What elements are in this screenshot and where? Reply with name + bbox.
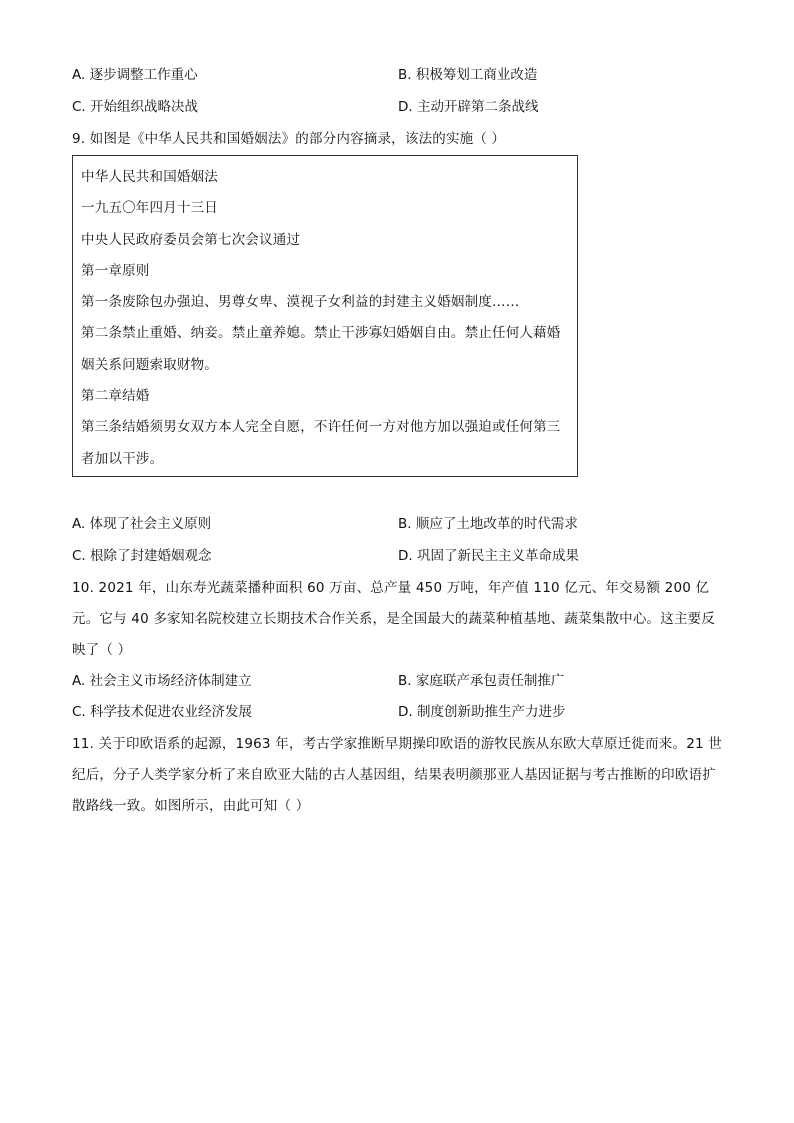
q8-option-a[interactable]: A. 逐步调整工作重心 (72, 67, 198, 83)
q9-stem: 9. 如图是《中华人民共和国婚姻法》的部分内容摘录，该法的实施（ ） (72, 131, 506, 147)
excerpt-article-3: 第三条结婚须男女双方本人完全自愿，不许任何一方对他方加以强迫或任何第三者加以干涉。 (81, 419, 561, 467)
q8-option-d[interactable]: D. 主动开辟第二条战线 (398, 99, 539, 115)
marriage-law-excerpt-box (72, 155, 578, 477)
q10-options-row-1 (72, 670, 732, 692)
q9-option-d[interactable]: D. 巩固了新民主主义革命成果 (398, 548, 579, 564)
q11-stem: 11. 关于印欧语系的起源，1963 年，考古学家推断早期操印欧语的游牧民族从东欧大草原迁徙而来。21 世纪后，分子人类学家分析了来自欧亚大陆的古人基因组，结果表明颜那亚人基因证据与考古推断的印欧语扩散路线一致。如图所示，由此可知（ ） (72, 736, 722, 814)
q10-option-b[interactable]: B. 家庭联产承包责任制推广 (398, 673, 565, 689)
excerpt-article-2: 第二条禁止重婚、纳妾。禁止童养媳。禁止干涉寡妇婚姻自由。禁止任何人藉婚姻关系问题索取财物。 (81, 325, 561, 373)
excerpt-article-1: 第一条废除包办强迫、男尊女卑、漠视子女利益的封建主义婚姻制度…… (81, 294, 520, 311)
q9-option-c[interactable]: C. 根除了封建婚姻观念 (72, 548, 212, 564)
excerpt-date: 一九五〇年四月十三日 (81, 200, 218, 217)
q8-option-c[interactable]: C. 开始组织战略决战 (72, 99, 199, 115)
q10-option-d[interactable]: D. 制度创新助推生产力进步 (398, 704, 566, 720)
excerpt-passed-by: 中央人民政府委员会第七次会议通过 (81, 231, 301, 248)
q8-options-row-2 (72, 96, 732, 118)
q10-option-a[interactable]: A. 社会主义市场经济体制建立 (72, 673, 252, 689)
excerpt-title: 中华人民共和国婚姻法 (81, 169, 218, 185)
q10-option-c[interactable]: C. 科学技术促进农业经济发展 (72, 704, 253, 720)
q10-stem: 10. 2021 年，山东寿光蔬菜播种面积 60 万亩、总产量 450 万吨，年产值 110 亿元、年交易额 200 亿元。它与 40 多家知名院校建立长期技术合作关系，是全国最大的蔬菜种植基地、蔬菜集散中心。这主要反映了（ ） (72, 580, 716, 658)
q9-option-a[interactable]: A. 体现了社会主义原则 (72, 516, 212, 532)
q8-options-row-1 (72, 64, 732, 86)
q9-option-b[interactable]: B. 顺应了土地改革的时代需求 (398, 516, 578, 532)
q9-options-row-1 (72, 513, 732, 535)
excerpt-chapter-1: 第一章原则 (81, 262, 150, 279)
excerpt-chapter-2: 第二章结婚 (81, 388, 150, 405)
q10-options-row-2 (72, 701, 732, 723)
q9-options-row-2 (72, 545, 732, 567)
q8-option-b[interactable]: B. 积极筹划工商业改造 (398, 67, 538, 83)
